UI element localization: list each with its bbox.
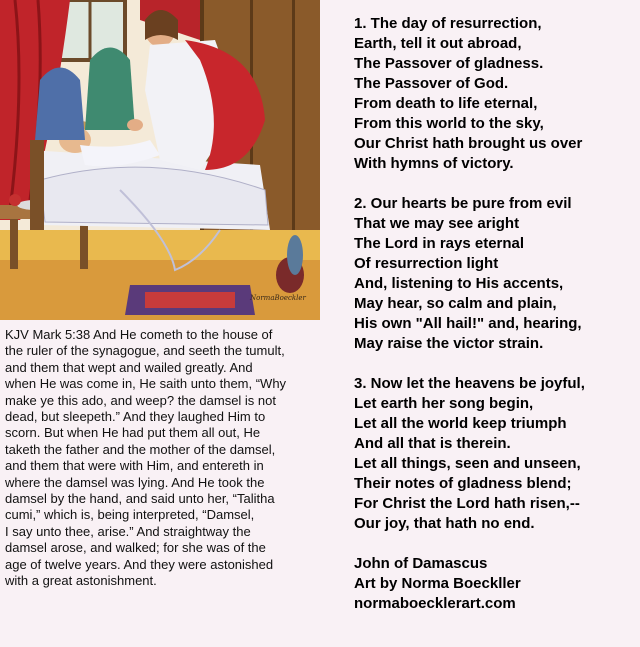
hymn-credits (354, 554, 636, 614)
hymn-verse-3 (354, 374, 636, 534)
hymn-line: Let all the world keep triumph (354, 415, 567, 432)
hymn-line: Let earth her song begin, (354, 395, 534, 412)
hymn-line: And, listening to His accents, (354, 275, 564, 292)
hymn-line: The Passover of gladness. (354, 55, 544, 72)
hymn-line: Of resurrection light (354, 255, 499, 272)
artist-signature: NormaBoeckler (250, 294, 306, 302)
hymn-line: Our Christ hath brought us over (354, 135, 583, 152)
hymn-line: And all that is therein. (354, 435, 511, 452)
hymn-line: For Christ the Lord hath risen,-- (354, 495, 580, 512)
scripture-line: damsel arose, and walked; for she was of the (5, 540, 266, 556)
scripture-line: KJV Mark 5:38 And He cometh to the house of (5, 327, 273, 342)
hymn-line: His own "All hail!" and, hearing, (354, 315, 582, 332)
hymn-line: The Passover of God. (354, 75, 509, 92)
scripture-passage (5, 327, 317, 590)
scripture-line: I say unto thee, arise.” And straightway the (5, 523, 251, 539)
hymn-text (354, 14, 636, 614)
hymn-line: May raise the victor strain. (354, 335, 544, 352)
scripture-line: taketh the father and the mother of the damsel, (5, 441, 276, 457)
hymn-line: The Lord in rays eternal (354, 235, 525, 252)
scripture-line: make ye this ado, and weep? the damsel is not (5, 392, 276, 408)
hymn-line: Their notes of gladness blend; (354, 475, 572, 492)
hymn-line: That we may see aright (354, 215, 520, 232)
hymn-line: 3. Now let the heavens be joyful, (354, 375, 585, 392)
scripture-line: with a great astonishment. (5, 573, 157, 589)
scripture-line: and them that were with Him, and entereth in (5, 458, 264, 474)
hymn-verse-1 (354, 14, 636, 174)
credit-line: normaboecklerart.com (354, 595, 516, 612)
hymn-line: From death to life eternal, (354, 95, 538, 112)
credit-line: John of Damascus (354, 555, 488, 572)
scripture-line: scorn. But when He had put them all out, He (5, 425, 261, 441)
hymn-verses (354, 14, 636, 534)
hymn-line: 1. The day of resurrection, (354, 15, 542, 32)
hymn-line: May hear, so calm and plain, (354, 295, 557, 312)
hymn-line: Our joy, that hath no end. (354, 515, 535, 532)
hymn-line: From this world to the sky, (354, 115, 544, 132)
hymn-line: With hymns of victory. (354, 155, 514, 172)
scripture-line: dead, but sleepeth.” And they laughed Him to (5, 409, 266, 425)
hymn-line: 2. Our hearts be pure from evil (354, 195, 572, 212)
scripture-line: where the damsel was lying. And He took the (5, 474, 265, 490)
scripture-line: and them that wept and wailed greatly. And (5, 359, 253, 375)
hymn-line: Earth, tell it out abroad, (354, 35, 522, 52)
hymn-line: Let all things, seen and unseen, (354, 455, 581, 472)
scripture-line: cumi,” which is, being interpreted, “Damsel, (5, 507, 255, 523)
hymn-verse-2 (354, 194, 636, 354)
scripture-line: the ruler of the synagogue, and seeth the tumult, (5, 343, 285, 359)
scripture-line: age of twelve years. And they were astonished (5, 556, 274, 572)
painting-illustration (0, 0, 320, 320)
scripture-line: damsel by the hand, and said unto her, “Talitha (5, 491, 275, 507)
scripture-line: when He was come in, He saith unto them, “Why (5, 376, 287, 392)
credit-line: Art by Norma Boeckller (354, 575, 521, 592)
